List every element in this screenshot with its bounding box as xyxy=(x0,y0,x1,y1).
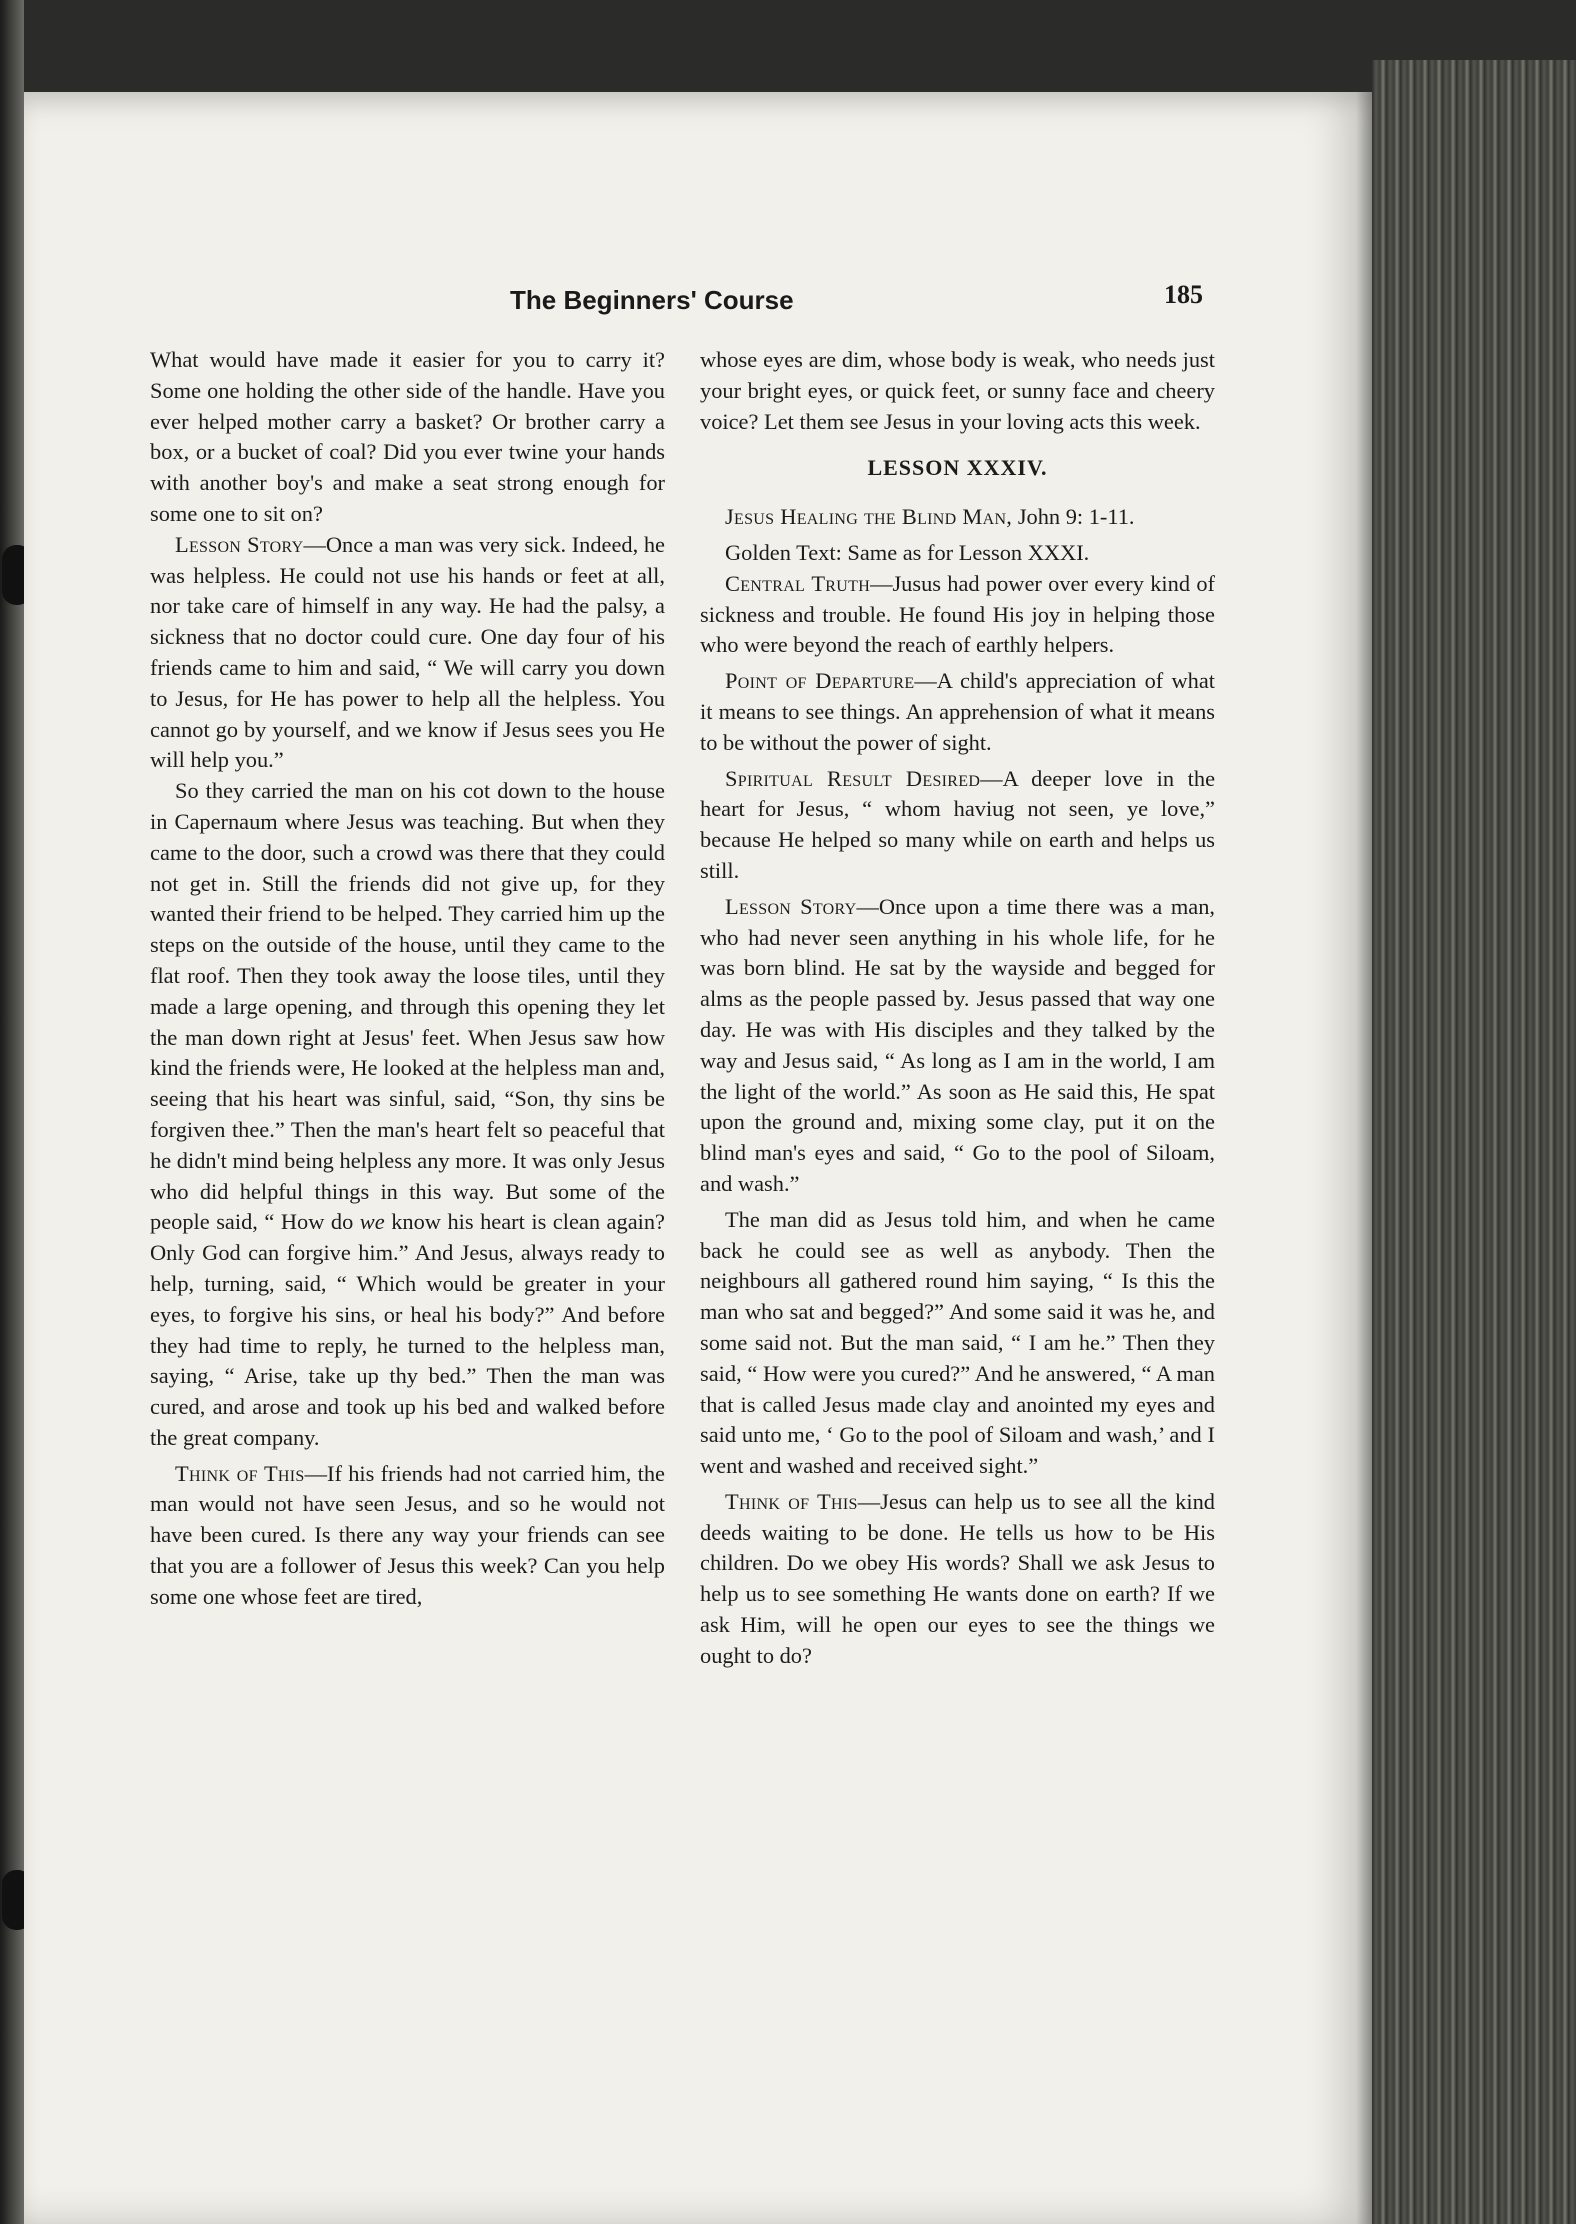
golden-text: Golden Text: Same as for Lesson XXXI. xyxy=(725,539,1090,565)
lesson-story-paragraph xyxy=(700,892,1215,1200)
paragraph-text: —A child's appreciation of what it means to see things. An apprehension of what it means to be without the power of sight. xyxy=(700,668,1216,755)
think-paragraph xyxy=(150,1459,665,1613)
paragraph xyxy=(150,776,665,1454)
spiritual-result-paragraph xyxy=(700,764,1215,887)
paragraph-text: —Once a man was very sick. Indeed, he was helpless. He could not use his hands or feet at all, nor take care of himself in any way. He had the palsy, a sickness that no doctor could cure. One day four of his friends came to him and said, “ We will carry you down to Jesus, for He has power to help all the helpless. You cannot go by yourself, and we know if Jesus sees you He will help you.” xyxy=(150,531,665,773)
paragraph-text: —Jesus can help us to see all the kind deeds waiting to be done. He tells us how to be His children. Do we obey His words? Shall we ask Jesus to help us to see something He wants done on earth? If we ask Him, will he open our eyes to see the things we ought to do? xyxy=(700,1488,1215,1668)
page-number: 185 xyxy=(1164,280,1203,309)
left-column xyxy=(150,345,665,1613)
paragraph-text: know his heart is clean again? Only God can forgive him.” And Jesus, always ready to help, turning, said, “ Which would be greater in your eyes, to forgive his sins, or heal his body?” And before they had time to reply, he turned to the helpless man, saying, “ Arise, take up thy bed.” Then the man was cured, and arose and took up his bed and walked before the great company. xyxy=(150,1209,665,1450)
lesson-title-text: Jesus Healing the Blind Man, xyxy=(725,504,1013,530)
book-binding-edge xyxy=(1372,60,1576,2224)
lesson-title xyxy=(700,502,1215,533)
paragraph: The man did as Jesus told him, and when he came back he could see as well as anybody. Then the neighbours all gathered round him saying, “ Is this the man who sat and begged?” And some said it was he, and some said not. But the man said, “ I am he.” Then they said, “ How were you cured?” And he answered, “ A man that is called Jesus made clay and anointed my eyes and said unto me, ‘ Go to the pool of Siloam and wash,’ and I went and washed and received sight.” xyxy=(700,1206,1215,1479)
section-label: Think of This xyxy=(725,1488,858,1514)
running-title: The Beginners' Course xyxy=(510,285,794,315)
right-column xyxy=(700,345,1215,1672)
paragraph: What would have made it easier for you to carry it? Some one holding the other side of the handle. Have you ever helped mother carry a basket? Or brother carry a box, or a bucket of coal? Did you ever twine your hands with another boy's and make a seat strong enough for some one to sit on? xyxy=(150,347,665,526)
lesson-story-paragraph xyxy=(150,530,665,776)
emphasis: we xyxy=(359,1209,385,1235)
section-label: Central Truth xyxy=(725,570,871,596)
lesson-heading: LESSON XXXIV. xyxy=(867,455,1048,481)
section-label: Point of Departure xyxy=(725,668,915,694)
section-label: Spiritual Result Desired xyxy=(725,765,981,791)
section-label: Lesson Story xyxy=(725,893,857,919)
scripture-reference: John 9: 1-11. xyxy=(1017,504,1135,530)
paragraph-text: —Jusus had power over every kind of sickness and trouble. He found His joy in helping those who were beyond the reach of earthly helpers. xyxy=(700,570,1215,658)
paragraph-text: —A deeper love in the heart for Jesus, “ whom haviug not seen, ye love,” because He helped so many while on earth and helps us still. xyxy=(700,765,1216,883)
paragraph-text: —Once upon a time there was a man, who had never seen anything in his whole life, for he was born blind. He sat by the wayside and begged for alms as the people passed by. Jesus passed that way one day. He was with His disciples and they talked by the way and Jesus said, “ As long as I am in the world, I am the light of the world.” As soon as He said this, He spat upon the ground and, mixing some clay, put it on the blind man's eyes and said, “ Go to the pool of Siloam, and wash.” xyxy=(700,893,1215,1196)
think-paragraph xyxy=(700,1487,1215,1672)
paragraph-text: So they carried the man on his cot down to the house in Capernaum where Jesus was teaching. But when they came to the door, such a crowd was there that they could not get in. Still the friends did not give up, for they wanted their friend to be helped. They carried him up the steps on the outside of the house, until they came to the flat roof. Then they took away the loose tiles, until they made a large opening, and through this opening they let the man down right at Jesus' feet. When Jesus saw how kind the friends were, He looked at the helpless man and, seeing that his heart was sinful, said, “Son, thy sins be forgiven thee.” Then the man's heart felt so peaceful that he didn't mind being helpless any more. It was only Jesus who did helpful things in this way. But some of the people said, “ How do xyxy=(150,778,665,1235)
section-label: Think of This xyxy=(175,1460,305,1486)
central-truth-paragraph xyxy=(700,569,1215,661)
point-of-departure-paragraph xyxy=(700,666,1215,758)
section-label: Lesson Story xyxy=(175,531,304,557)
paragraph-text: —If his friends had not carried him, the man would not have seen Jesus, and so he would not have been cured. Is there any way your friends can see that you are a follower of Jesus this week? Can you help some one whose feet are tired, xyxy=(150,1460,665,1609)
paragraph: whose eyes are dim, whose body is weak, who needs just your bright eyes, or quick feet, or sunny face and cheery voice? Let them see Jesus in your loving acts this week. xyxy=(700,347,1215,434)
